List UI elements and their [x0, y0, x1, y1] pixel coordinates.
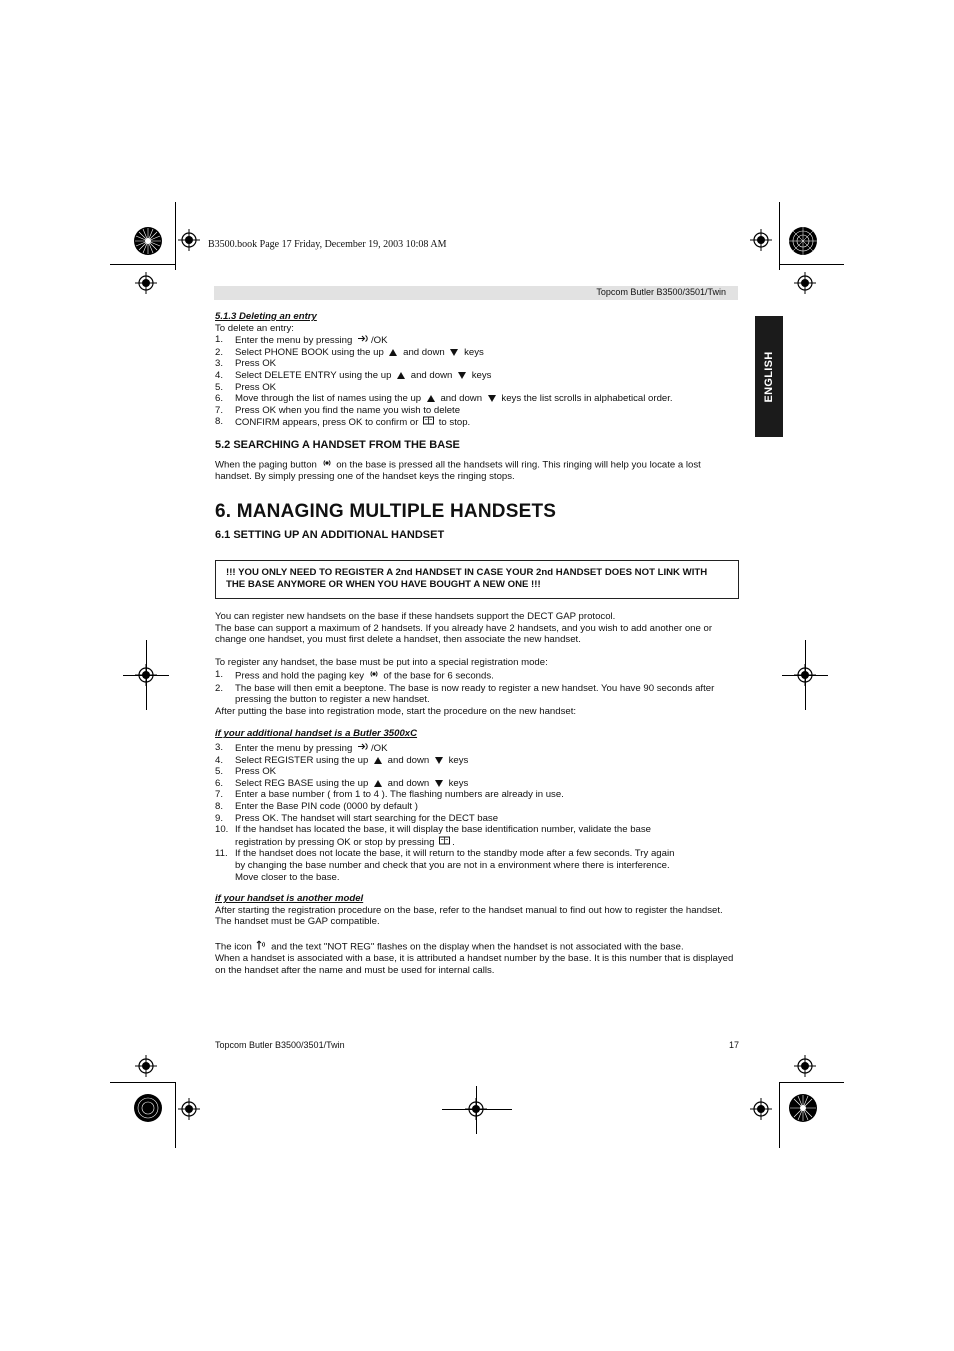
crop-mark — [476, 1086, 477, 1134]
list-item: 6. Move through the list of names using the up and down keys the list scrolls in alphabetical order. — [215, 393, 673, 405]
paragraph: When a handset is associated with a base, it is attributed a handset number by the base. It is this number that is displayed on the handset after the name and must be used for internal calls. — [215, 953, 734, 976]
list-item: 5. Press OK — [215, 766, 277, 778]
menu-key-icon — [357, 742, 369, 755]
antenna-icon — [256, 940, 266, 954]
up-key-icon — [389, 349, 397, 356]
registration-mark-icon — [178, 1098, 200, 1120]
crop-mark — [123, 675, 169, 676]
butler-steps — [215, 742, 739, 883]
header-title: Topcom Butler B3500/3501/Twin — [596, 287, 726, 297]
page-number: 17 — [729, 1040, 740, 1050]
list-item: 8. Enter the Base PIN code (0000 by default ) — [215, 801, 418, 812]
list-item: 6. Select REG BASE using the up and down keys — [215, 777, 469, 789]
registration-rosette-icon — [788, 1093, 818, 1123]
paging-icon — [322, 458, 332, 472]
paragraph: You can register new handsets on the base if these handsets support the DECT GAP protocol. — [215, 611, 616, 623]
list-item: 8. CONFIRM appears, press OK to confirm or to stop. — [215, 416, 471, 429]
registration-rosette-icon — [133, 1093, 163, 1123]
registration-mark-icon — [794, 272, 816, 294]
page-content — [215, 311, 739, 976]
down-key-icon — [435, 780, 443, 787]
up-key-icon — [374, 780, 382, 787]
paragraph: The base can support a maximum of 2 handsets. If you already have 2 handsets, and you wish to add another one or change one handset, you must first delete a handset, then associate the new handset. — [215, 622, 713, 646]
paging-icon — [369, 669, 379, 683]
list-item: 7. Enter a base number ( from 1 to 4 ). The flashing numbers are already in use. — [215, 789, 564, 801]
paragraph: When the paging button on the base is pressed all the handsets will ring. This ringing will help you locate a lost handset. By simply pressing one of the handset keys the ringing stops. — [215, 458, 701, 483]
list-item: 3. Enter the menu by pressing /OK — [215, 742, 388, 754]
down-key-icon — [435, 757, 443, 764]
list-item: 11. If the handset does not locate the base, it will return to the standby mode after a few seconds. Try again by changing the base number and check that you are not in a environment where there is interference. Move closer to the base. — [215, 848, 675, 883]
up-key-icon — [374, 757, 382, 764]
crop-mark — [442, 1109, 512, 1110]
section-title: 5.1.3 Deleting an entry — [215, 311, 317, 322]
section-intro: To delete an entry: — [215, 322, 294, 334]
crop-mark — [779, 264, 844, 265]
subsection-title: if your additional handset is a Butler 3500xC — [215, 728, 418, 740]
language-tab — [755, 316, 783, 437]
list-item: 2. The base will then emit a beeptone. The base is now ready to register a new handset. You have 90 seconds after pressing the button to register a new handset. — [215, 682, 715, 706]
book-info: B3500.book Page 17 Friday, December 19, 2003 10:08 AM — [208, 239, 447, 250]
registration-rosette-icon — [788, 226, 818, 256]
list-item: 4. Select DELETE ENTRY using the up and down keys — [215, 369, 492, 381]
paragraph: The icon and the text "NOT REG" flashes on the display when the handset is not associated with the base. — [215, 940, 684, 952]
crop-mark — [175, 202, 176, 270]
down-key-icon — [450, 349, 458, 356]
section-6-1 — [215, 530, 739, 976]
down-key-icon — [488, 395, 496, 402]
phonebook-key-icon — [423, 416, 434, 429]
paragraph: After starting the registration procedure on the base, refer to the handset manual to find out how to register the handset. The handset must be GAP compatible. — [215, 904, 723, 928]
warning-text: !!! YOU ONLY NEED TO REGISTER A 2nd HANDSET IN CASE YOUR 2nd HANDSET DOES NOT LINK WITH THE BASE ANYMORE OR WHEN YOU HAVE BOUGHT A NEW ONE !!! — [226, 566, 708, 590]
registration-mark-icon — [750, 1098, 772, 1120]
crop-mark — [110, 264, 175, 265]
list-item: 10. If the handset has located the base, it will display the base identification number, validate the base registration by pressing OK or stop by pressing . — [215, 824, 651, 848]
crop-mark — [782, 675, 828, 676]
section-5-2 — [215, 440, 739, 483]
subsection-title: if your handset is another model — [215, 893, 364, 905]
delete-steps — [215, 334, 739, 429]
footer-title: Topcom Butler B3500/3501/Twin — [215, 1040, 345, 1050]
section-title: 6.1 SETTING UP AN ADDITIONAL HANDSET — [215, 529, 445, 542]
registration-mark-icon — [135, 1055, 157, 1077]
running-header — [214, 286, 738, 300]
registration-mark-icon — [135, 272, 157, 294]
registration-mark-icon — [178, 229, 200, 251]
section-title: 5.2 SEARCHING A HANDSET FROM THE BASE — [215, 438, 460, 451]
registration-mark-icon — [750, 229, 772, 251]
registration-rosette-icon — [133, 226, 163, 256]
list-item: 7. Press OK when you find the name you wish to delete — [215, 404, 461, 416]
list-item: 4. Select REGISTER using the up and down keys — [215, 754, 469, 766]
crop-mark — [779, 1082, 780, 1148]
warning-box — [215, 560, 739, 599]
up-key-icon — [397, 372, 405, 379]
chapter-title: 6. MANAGING MULTIPLE HANDSETS — [215, 500, 557, 522]
crop-mark — [779, 202, 780, 270]
paragraph: After putting the base into registration mode, start the procedure on the new handset: — [215, 705, 577, 717]
crop-mark — [175, 1082, 176, 1148]
crop-mark — [779, 1082, 844, 1083]
phonebook-key-icon — [439, 836, 450, 849]
registration-mark-icon — [794, 1055, 816, 1077]
list-item: 1. Press and hold the paging key of the base for 6 seconds. — [215, 669, 494, 682]
menu-key-icon — [357, 334, 369, 347]
list-item: 3. Press OK — [215, 358, 277, 370]
list-item: 2. Select PHONE BOOK using the up and down keys — [215, 346, 484, 358]
crop-mark — [110, 1082, 175, 1083]
up-key-icon — [427, 395, 435, 402]
list-item: 9. Press OK. The handset will start searching for the DECT base — [215, 812, 499, 824]
language-tab-label: ENGLISH — [763, 351, 775, 402]
list-item: 1. Enter the menu by pressing /OK — [215, 334, 388, 347]
list-item: 5. Press OK — [215, 381, 277, 393]
down-key-icon — [458, 372, 466, 379]
paragraph: To register any handset, the base must be put into a special registration mode: — [215, 657, 548, 669]
registration-steps — [215, 669, 739, 706]
section-5-1-3 — [215, 311, 739, 429]
